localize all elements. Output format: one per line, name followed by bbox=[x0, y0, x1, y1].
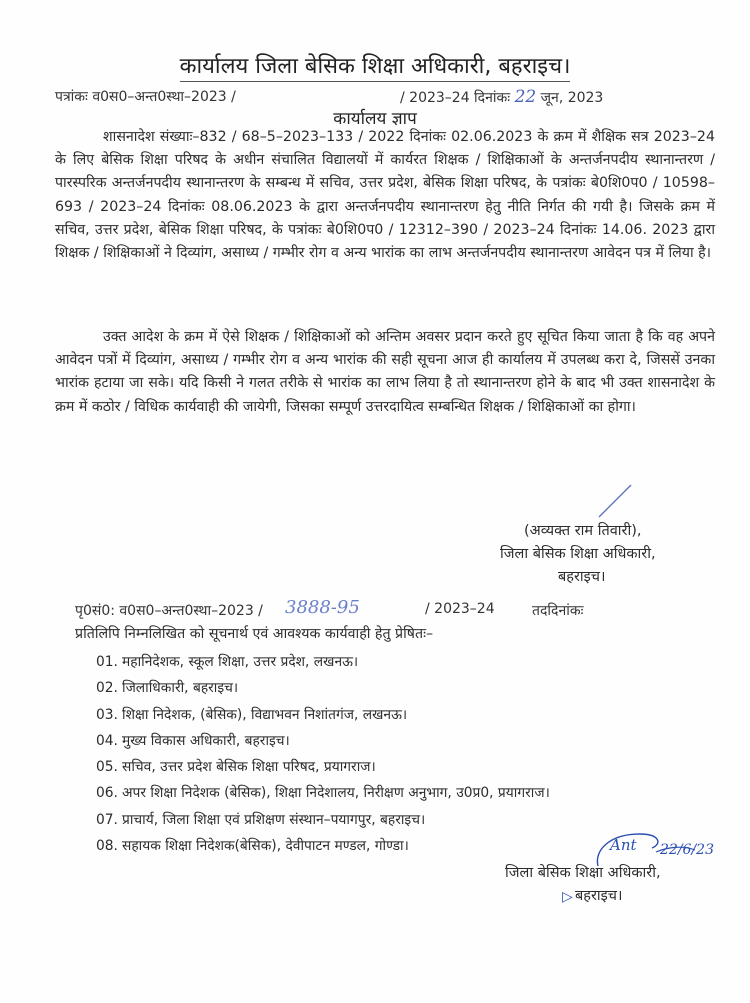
office-title-text: कार्यालय जिला बेसिक शिक्षा अधिकारी, बहराइच। bbox=[180, 54, 571, 82]
office-title bbox=[0, 50, 750, 80]
handwritten-day: 22 bbox=[514, 87, 537, 107]
signatory-designation-2: जिला बेसिक शिक्षा अधिकारी, bbox=[505, 865, 661, 881]
copy-ref-number: पृ0सं0: व0स0–अन्त0स्था–2023 / bbox=[75, 603, 263, 619]
signatory-place-2: बहराइच। bbox=[575, 888, 623, 904]
signatory-place: बहराइच। bbox=[558, 569, 606, 585]
letter-year-date-label: / 2023–24 दिनांकः bbox=[400, 90, 511, 106]
signatory-name: (अव्यक्त राम तिवारी), bbox=[524, 523, 642, 539]
handwritten-initials: Ant bbox=[610, 836, 637, 854]
handwritten-sign-date: 22/6/23 bbox=[660, 842, 714, 858]
recipient-item: 06. अपर शिक्षा निदेशक (बेसिक), शिक्षा निदेशालय, निरीक्षण अनुभाग, उ0प्र0, प्रयागराज। bbox=[96, 785, 550, 802]
recipient-item: 02. जिलाधिकारी, बहराइच। bbox=[96, 680, 239, 697]
signature-block-1 bbox=[490, 520, 740, 589]
copy-ref-year: / 2023–24 bbox=[425, 601, 495, 617]
pen-stroke-mark bbox=[595, 483, 635, 519]
memo-title: कार्यालय ज्ञाप bbox=[333, 109, 417, 129]
letter-number: पत्रांकः व0स0–अन्त0स्था–2023 / bbox=[55, 89, 236, 105]
signatory-designation: जिला बेसिक शिक्षा अधिकारी, bbox=[500, 546, 656, 562]
handwritten-dispatch-number: 3888-95 bbox=[285, 597, 360, 618]
body-paragraph-2: उक्त आदेश के क्रम में ऐसे शिक्षक / शिक्षिकाओं को अन्तिम अवसर प्रदान करते हुए सूचित किया जाता है कि वह अपने आवेदन पत्रों में दिव्यांग, असाध्य / गम्भीर रोग व अन्य भारांक की सही सूचना आज ही कार्यालय में उपलब्ध करा दे, जिससें उनका भारांक हटाया जा सके। यदि किसी ने गलत तरीके से भारांक का लाभ लिया है तो स्थानान्तरण होने के बाद भी उक्त शासनादेश के क्रम में कठोर / विधिक कार्यवाही की जायेगी, जिसका सम्पूर्ण उत्तरदायित्व सम्बन्धित शिक्षक / शिक्षिकाओं का होगा। bbox=[55, 329, 715, 415]
recipient-list bbox=[96, 649, 550, 859]
recipient-item: 04. मुख्य विकास अधिकारी, बहराइच। bbox=[96, 732, 290, 749]
copy-same-date: तददिनांकः bbox=[532, 603, 584, 619]
letter-date-line bbox=[400, 87, 603, 107]
recipient-item: 07. प्राचार्य, जिला शिक्षा एवं प्रशिक्षण संस्थान–पयागपुर, बहराइच। bbox=[96, 811, 426, 828]
recipient-item: 08. सहायक शिक्षा निदेशक(बेसिक), देवीपाटन मण्डल, गोण्डा। bbox=[96, 838, 409, 855]
recipient-item: 05. सचिव, उत्तर प्रदेश बेसिक शिक्षा परिषद, प्रयागराज। bbox=[96, 759, 376, 776]
signature-block-2 bbox=[505, 862, 750, 908]
recipient-item: 01. महानिदेशक, स्कूल शिक्षा, उत्तर प्रदेश, लखनऊ। bbox=[96, 654, 359, 670]
recipient-item: 03. शिक्षा निदेशक, (बेसिक), विद्याभवन निशांतगंज, लखनऊ। bbox=[96, 706, 408, 723]
letter-month-year: जून, 2023 bbox=[540, 90, 604, 106]
body-paragraph-1: शासनादेश संख्याः–832 / 68–5–2023–133 / 2022 दिनांकः 02.06.2023 के क्रम में शैक्षिक सत्र 2023–24 के लिए बेसिक शिक्षा परिषद के अधीन संचालित विद्यालयों में कार्यरत शिक्षक / शिक्षिकाओं के अन्तर्जनपदीय स्थानान्तरण / पारस्परिक अन्तर्जनपदीय स्थानान्तरण के सम्बन्ध में सचिव, उत्तर प्रदेश, बेसिक शिक्षा परिषद, के पत्रांकः बे0शि0प0 / 10598–693 / 2023–24 दिनांकः 08.06.2023 के द्वारा अन्तर्जनपदीय स्थानान्तरण हेतु नीति निर्गत की गयी है। जिसके क्रम में सचिव, उत्तर प्रदेश, बेसिक शिक्षा परिषद, के पत्रांकः बे0शि0प0 / 12312–390 / 2023–24 दिनांकः 14.06. 2023 द्वारा शिक्षक / शिक्षिकाओं ने दिव्यांग, असाध्य / गम्भीर रोग व अन्य भारांक का लाभ अन्तर्जनपदीय स्थानान्तरण आवेदन पत्र में लिया है। bbox=[55, 129, 715, 262]
pen-arrow-mark-icon: ▷ bbox=[562, 889, 573, 905]
copy-intro: प्रतिलिपि निम्नलिखित को सूचनार्थ एवं आवश्यक कार्यवाही हेतु प्रेषितः– bbox=[75, 626, 434, 642]
